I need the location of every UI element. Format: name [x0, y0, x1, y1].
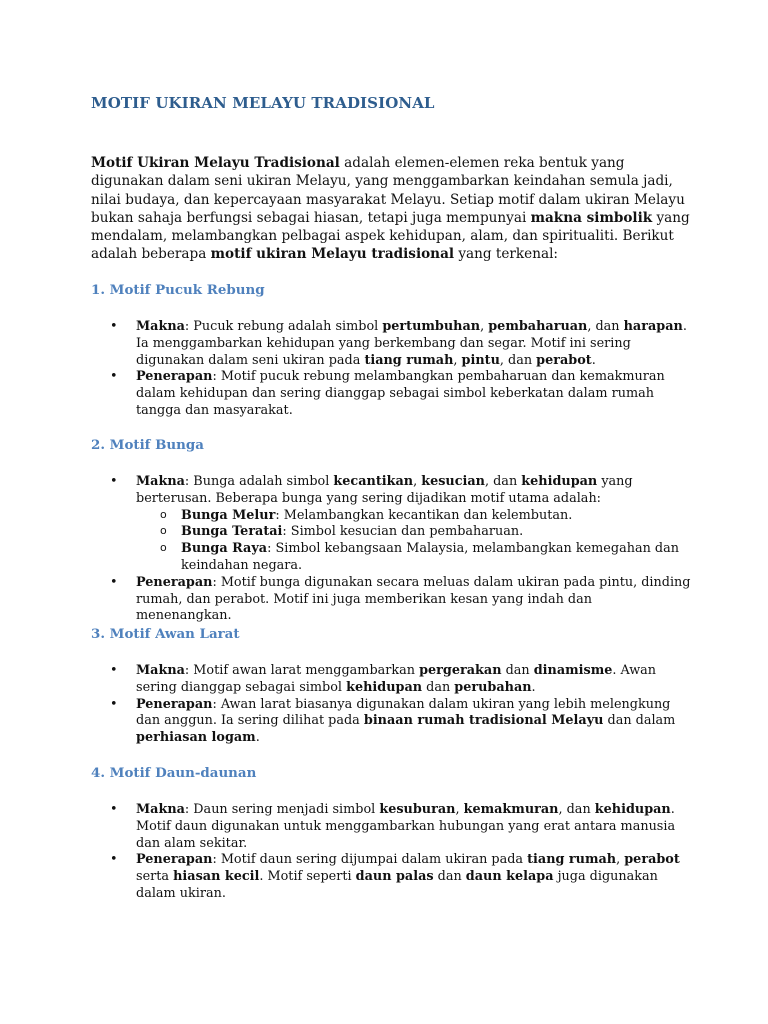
section-heading: 3. Motif Awan Larat	[91, 626, 240, 642]
intro-bold: makna simbolik	[530, 209, 653, 226]
list-item-penerapan	[136, 575, 691, 625]
item-label: Makna	[136, 474, 185, 489]
item-text: ,	[616, 852, 625, 868]
intro-bold: Motif Ukiran Melayu Tradisional	[91, 155, 340, 171]
sub-item	[181, 541, 691, 575]
list-item-makna	[136, 663, 691, 697]
item-text: yang berterusan. Beberapa bunga yang sering dijadikan motif utama adalah:	[136, 474, 633, 506]
item-bold: pintu	[461, 352, 500, 368]
item-text: ,	[453, 352, 462, 368]
item-text: ,	[455, 802, 464, 817]
document-title: MOTIF UKIRAN MELAYU TRADISIONAL	[91, 94, 435, 112]
section-heading: 4. Motif Daun-daunan	[91, 765, 257, 781]
item-text: , dan	[558, 802, 595, 817]
section-heading: 2. Motif Bunga	[91, 437, 204, 453]
sub-item-text: : Melambangkan kecantikan dan kelembutan.	[275, 507, 573, 523]
sub-item-text: : Simbol kesucian dan pembaharuan.	[282, 524, 524, 540]
item-text: dan	[501, 663, 534, 678]
item-bold: kemakmuran	[463, 802, 559, 817]
sub-item-text: : Simbol kebangsaan Malaysia, melambangkan kemegahan dan keindahan negara.	[181, 541, 679, 573]
item-bold: kehidupan	[521, 474, 598, 489]
bullet-list	[91, 319, 691, 420]
item-label: Penerapan	[136, 369, 213, 385]
item-text: : Pucuk rebung adalah simbol	[184, 319, 383, 334]
item-text: , dan	[484, 474, 522, 489]
item-bold: perhiasan logam	[136, 730, 256, 746]
item-text: juga digunakan dalam ukiran.	[136, 869, 658, 901]
item-text: serta	[136, 869, 174, 885]
sub-item-label: Bunga Melur	[181, 507, 276, 523]
bullet-list	[91, 663, 691, 747]
item-bold: kehidupan	[594, 802, 671, 817]
item-text: : Motif awan larat menggambarkan	[184, 663, 420, 678]
item-text: : Awan larat biasanya digunakan dalam ukiran yang lebih melengkung dan anggun. Ia sering dilihat pada	[136, 696, 671, 729]
intro-paragraph	[91, 154, 691, 264]
item-bold: pergerakan	[419, 663, 502, 678]
item-bold: harapan	[623, 319, 683, 334]
intro-text: yang mendalam, melambangkan pelbagai aspek kehidupan, alam, dan spiritualiti. Berikut adalah beberapa	[91, 209, 690, 263]
item-bold: kesucian	[421, 474, 485, 489]
list-item-makna	[136, 474, 691, 575]
section-daun-daunan	[91, 764, 691, 903]
item-bold: daun palas	[355, 869, 434, 885]
item-label: Makna	[136, 802, 185, 817]
item-bold: hiasan kecil	[173, 869, 260, 885]
item-label: Makna	[136, 319, 185, 334]
item-text: . Ia menggambarkan kehidupan yang berkembang dan segar. Motif ini sering digunakan dalam seni ukiran pada	[136, 319, 687, 368]
sub-list	[136, 508, 691, 575]
item-label: Penerapan	[136, 574, 213, 590]
item-text: , dan	[587, 319, 624, 334]
item-bold: dinamisme	[533, 663, 613, 678]
item-text: : Motif pucuk rebung melambangkan pembaharuan dan kemakmuran dalam kehidupan dan sering dianggap sebagai simbol keberkatan dalam rumah tangga dan masyarakat.	[136, 369, 665, 418]
item-bold: perabot	[624, 852, 680, 868]
item-text: : Motif daun sering dijumpai dalam ukiran pada	[212, 852, 528, 868]
list-item-makna	[136, 802, 691, 852]
item-bold: pembaharuan	[488, 319, 588, 334]
sub-item-label: Bunga Raya	[181, 541, 268, 557]
item-text: , dan	[499, 352, 537, 368]
item-text: dan	[433, 869, 466, 885]
item-text: .	[591, 352, 596, 368]
item-label: Penerapan	[136, 696, 213, 712]
item-bold: kehidupan	[346, 679, 423, 695]
item-bold: binaan rumah tradisional Melayu	[363, 713, 604, 729]
item-text: . Awan sering dianggap sebagai simbol	[136, 663, 657, 695]
list-item-penerapan	[136, 852, 691, 902]
item-label: Penerapan	[136, 852, 213, 868]
item-text: ,	[480, 319, 489, 334]
bullet-list	[91, 802, 691, 903]
item-text: ,	[413, 474, 422, 489]
intro-text: adalah elemen-elemen reka bentuk yang digunakan dalam seni ukiran Melayu, yang menggambarkan keindahan semula jadi, nilai budaya, dan kepercayaan masyarakat Melayu. Setiap motif dalam ukiran Melayu bukan sahaja berfungsi sebagai hiasan, tetapi juga mempunyai	[91, 155, 685, 226]
item-bold: tiang rumah	[527, 852, 617, 868]
item-bold: kesuburan	[379, 802, 456, 817]
item-text: . Motif daun digunakan untuk menggambarkan hubungan yang erat antara manusia dan alam sekitar.	[136, 802, 676, 851]
item-bold: tiang rumah	[364, 352, 454, 368]
item-label: Makna	[136, 663, 185, 678]
item-text: . Motif seperti	[259, 869, 356, 885]
list-item-penerapan	[136, 697, 691, 747]
sub-item-label: Bunga Teratai	[181, 524, 283, 540]
section-bunga	[91, 436, 691, 625]
item-text: : Daun sering menjadi simbol	[184, 802, 380, 817]
item-text: .	[531, 679, 536, 695]
section-pucuk-rebung	[91, 281, 691, 420]
item-text: : Motif bunga digunakan secara meluas dalam ukiran pada pintu, dinding rumah, dan perabot. Motif ini juga memberikan kesan yang indah dan menenangkan.	[136, 574, 691, 624]
intro-text: yang terkenal:	[454, 246, 559, 263]
sub-item	[181, 508, 691, 525]
item-text: dan dalam	[603, 713, 676, 729]
section-awan-larat	[91, 625, 691, 747]
item-bold: perubahan	[454, 679, 532, 695]
item-text: : Bunga adalah simbol	[184, 474, 334, 489]
bullet-list	[91, 474, 691, 625]
item-bold: daun kelapa	[465, 869, 554, 885]
list-item-penerapan	[136, 369, 691, 419]
item-bold: kecantikan	[333, 474, 414, 489]
list-item-makna	[136, 319, 691, 369]
item-text: dan	[422, 679, 455, 695]
item-text: .	[255, 730, 260, 746]
intro-bold: motif ukiran Melayu tradisional	[210, 246, 455, 263]
sub-item	[181, 524, 691, 541]
item-bold: pertumbuhan	[382, 319, 481, 334]
item-bold: perabot	[536, 352, 592, 368]
section-heading: 1. Motif Pucuk Rebung	[91, 282, 265, 298]
